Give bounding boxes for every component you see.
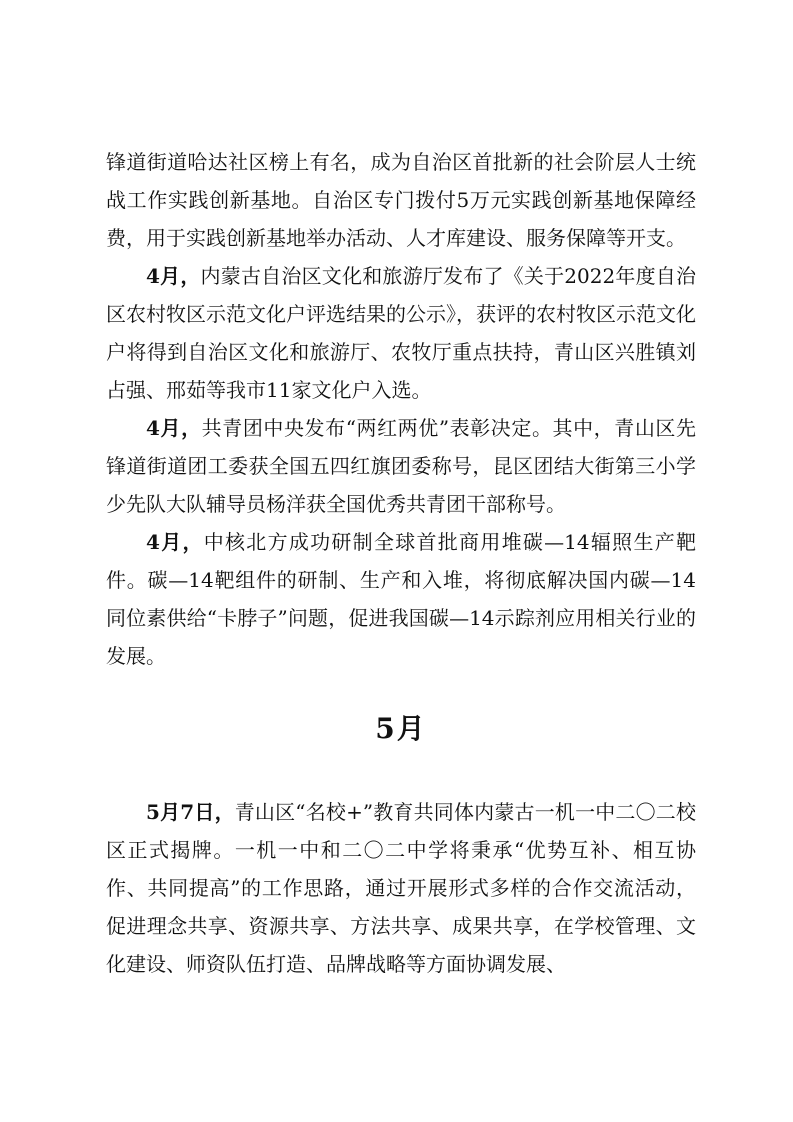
paragraph-april-youth-league: [106, 409, 696, 523]
paragraph-date-lead: 4月，: [146, 530, 204, 554]
paragraph-date-lead: 5月7日，: [146, 800, 235, 824]
paragraph-april-carbon14: [106, 523, 696, 675]
paragraph-text: 青山区“名校+”教育共同体内蒙古一机一中二〇二校区正式揭牌。一机一中和二〇二中学将秉承“优势互补、相互协作、共同提高”的工作思路，通过开展形式多样的合作交流活动，促进理念共享、资源共享、方法共享、成果共享，在学校管理、文化建设、师资队伍打造、品牌战略等方面协调发展、: [106, 800, 696, 976]
paragraph-date-lead: 4月，: [146, 416, 202, 440]
paragraph-date-lead: 4月，: [146, 264, 201, 288]
paragraph-text: 中核北方成功研制全球首批商用堆碳—14辐照生产靶件。碳—14靶组件的研制、生产和入堆，将彻底解决国内碳—14同位素供给“卡脖子”问题，促进我国碳—14示踪剂应用相关行业的发展。: [106, 530, 696, 668]
section-heading-may: 5月: [375, 712, 427, 745]
document-body: [106, 143, 696, 983]
paragraph-continued: [106, 143, 696, 257]
paragraph-text: 共青团中央发布“两红两优”表彰决定。其中，青山区先锋道街道团工委获全国五四红旗团委称号，昆区团结大街第三小学少先队大队辅导员杨洋获全国优秀共青团干部称号。: [106, 416, 696, 516]
paragraph-text: 内蒙古自治区文化和旅游厅发布了《关于2022年度自治区农村牧区示范文化户评选结果的公示》，获评的农村牧区示范文化户将得到自治区文化和旅游厅、农牧厅重点扶持，青山区兴胜镇刘占强、邢茹等我市11家文化户入选。: [106, 264, 696, 402]
paragraph-text: 锋道街道哈达社区榜上有名，成为自治区首批新的社会阶层人士统战工作实践创新基地。自治区专门拨付5万元实践创新基地保障经费，用于实践创新基地举办活动、人才库建设、服务保障等开支。: [106, 150, 696, 250]
paragraph-may-7: [106, 793, 696, 983]
paragraph-april-culture: [106, 257, 696, 409]
